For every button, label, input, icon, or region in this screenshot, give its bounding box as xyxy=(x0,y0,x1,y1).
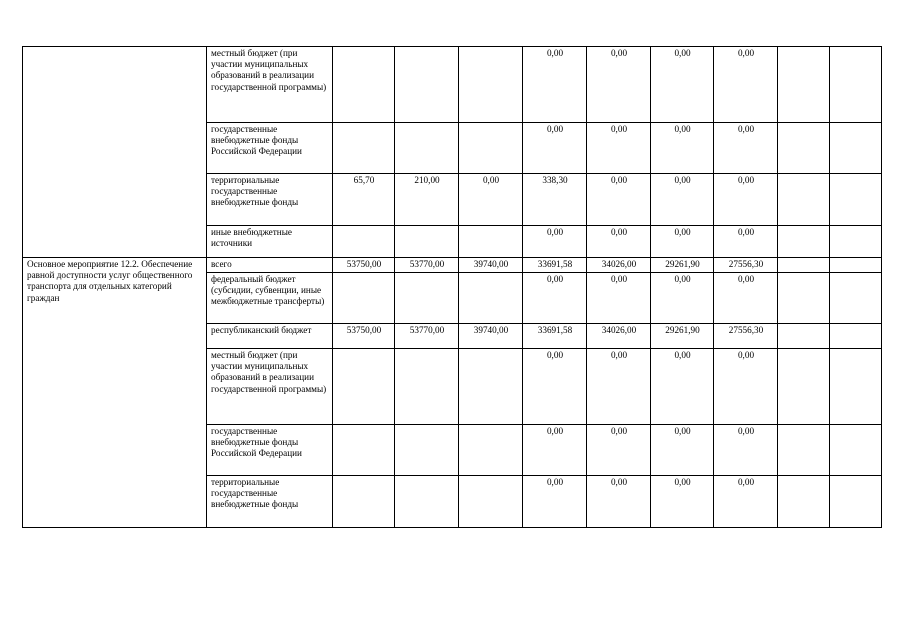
value-cell: 34026,00 xyxy=(587,258,651,273)
value-cell xyxy=(778,174,830,226)
value-cell xyxy=(459,476,523,528)
activity-name-cell-empty xyxy=(23,47,207,258)
value-cell: 29261,90 xyxy=(651,324,714,349)
value-cell: 0,00 xyxy=(523,47,587,123)
value-cell xyxy=(778,425,830,476)
value-cell: 0,00 xyxy=(523,273,587,324)
value-cell xyxy=(778,123,830,174)
value-cell: 53750,00 xyxy=(333,324,395,349)
value-cell: 338,30 xyxy=(523,174,587,226)
value-cell xyxy=(778,273,830,324)
funding-source-label: всего xyxy=(207,258,333,273)
value-cell: 0,00 xyxy=(587,425,651,476)
value-cell: 0,00 xyxy=(651,476,714,528)
value-cell xyxy=(830,226,882,258)
value-cell: 0,00 xyxy=(714,425,778,476)
value-cell xyxy=(395,476,459,528)
value-cell: 0,00 xyxy=(523,349,587,425)
funding-source-label: иные внебюджетные источники xyxy=(207,226,333,258)
value-cell: 210,00 xyxy=(395,174,459,226)
value-cell xyxy=(395,123,459,174)
funding-source-label: государственные внебюджетные фонды Российской Федерации xyxy=(207,425,333,476)
value-cell: 27556,30 xyxy=(714,324,778,349)
table-body xyxy=(23,47,882,528)
value-cell: 34026,00 xyxy=(587,324,651,349)
value-cell: 33691,58 xyxy=(523,258,587,273)
funding-source-label: республиканский бюджет xyxy=(207,324,333,349)
value-cell: 29261,90 xyxy=(651,258,714,273)
value-cell xyxy=(333,273,395,324)
value-cell: 0,00 xyxy=(587,349,651,425)
value-cell: 0,00 xyxy=(523,476,587,528)
value-cell xyxy=(778,226,830,258)
value-cell: 33691,58 xyxy=(523,324,587,349)
budget-table xyxy=(22,46,882,528)
value-cell xyxy=(830,47,882,123)
value-cell xyxy=(333,425,395,476)
value-cell: 0,00 xyxy=(651,349,714,425)
value-cell xyxy=(459,349,523,425)
value-cell: 53770,00 xyxy=(395,324,459,349)
funding-source-label: местный бюджет (при участии муниципальных образований в реализации государственной программы) xyxy=(207,349,333,425)
value-cell xyxy=(459,123,523,174)
value-cell xyxy=(830,123,882,174)
value-cell: 0,00 xyxy=(651,425,714,476)
value-cell xyxy=(333,123,395,174)
value-cell: 0,00 xyxy=(714,476,778,528)
value-cell xyxy=(830,476,882,528)
value-cell: 0,00 xyxy=(587,123,651,174)
value-cell xyxy=(830,425,882,476)
value-cell: 0,00 xyxy=(459,174,523,226)
value-cell xyxy=(459,425,523,476)
value-cell: 0,00 xyxy=(523,123,587,174)
value-cell xyxy=(830,324,882,349)
value-cell xyxy=(395,349,459,425)
value-cell xyxy=(778,324,830,349)
value-cell xyxy=(459,226,523,258)
activity-name: Основное мероприятие 12.2. Обеспечение равной доступности услуг общественного транспорта для отдельных категорий граждан xyxy=(23,258,207,528)
value-cell xyxy=(830,349,882,425)
value-cell xyxy=(778,476,830,528)
value-cell: 0,00 xyxy=(651,174,714,226)
funding-source-label: территориальные государственные внебюджетные фонды xyxy=(207,476,333,528)
value-cell: 0,00 xyxy=(651,123,714,174)
funding-source-label: местный бюджет (при участии муниципальных образований в реализации государственной программы) xyxy=(207,47,333,123)
value-cell xyxy=(395,273,459,324)
value-cell: 39740,00 xyxy=(459,324,523,349)
value-cell xyxy=(333,349,395,425)
value-cell: 0,00 xyxy=(587,476,651,528)
value-cell: 0,00 xyxy=(714,174,778,226)
value-cell: 0,00 xyxy=(651,273,714,324)
value-cell xyxy=(830,258,882,273)
value-cell: 0,00 xyxy=(651,226,714,258)
value-cell xyxy=(333,226,395,258)
value-cell: 27556,30 xyxy=(714,258,778,273)
value-cell: 0,00 xyxy=(714,47,778,123)
value-cell: 39740,00 xyxy=(459,258,523,273)
value-cell xyxy=(459,47,523,123)
value-cell: 0,00 xyxy=(651,47,714,123)
value-cell: 0,00 xyxy=(714,226,778,258)
funding-source-label: государственные внебюджетные фонды Российской Федерации xyxy=(207,123,333,174)
value-cell xyxy=(778,349,830,425)
funding-source-label: территориальные государственные внебюджетные фонды xyxy=(207,174,333,226)
value-cell xyxy=(830,174,882,226)
value-cell: 53770,00 xyxy=(395,258,459,273)
value-cell: 53750,00 xyxy=(333,258,395,273)
table-row xyxy=(23,47,882,123)
value-cell: 0,00 xyxy=(523,226,587,258)
value-cell: 0,00 xyxy=(523,425,587,476)
value-cell: 0,00 xyxy=(714,123,778,174)
value-cell: 0,00 xyxy=(714,349,778,425)
value-cell: 0,00 xyxy=(587,47,651,123)
value-cell xyxy=(778,47,830,123)
value-cell: 65,70 xyxy=(333,174,395,226)
value-cell: 0,00 xyxy=(587,226,651,258)
value-cell xyxy=(395,226,459,258)
value-cell: 0,00 xyxy=(587,174,651,226)
value-cell xyxy=(395,425,459,476)
value-cell xyxy=(830,273,882,324)
value-cell: 0,00 xyxy=(587,273,651,324)
value-cell xyxy=(395,47,459,123)
table-row xyxy=(23,258,882,273)
funding-source-label: федеральный бюджет (субсидии, субвенции, иные межбюджетные трансферты) xyxy=(207,273,333,324)
value-cell xyxy=(459,273,523,324)
value-cell xyxy=(333,476,395,528)
value-cell xyxy=(333,47,395,123)
value-cell: 0,00 xyxy=(714,273,778,324)
value-cell xyxy=(778,258,830,273)
